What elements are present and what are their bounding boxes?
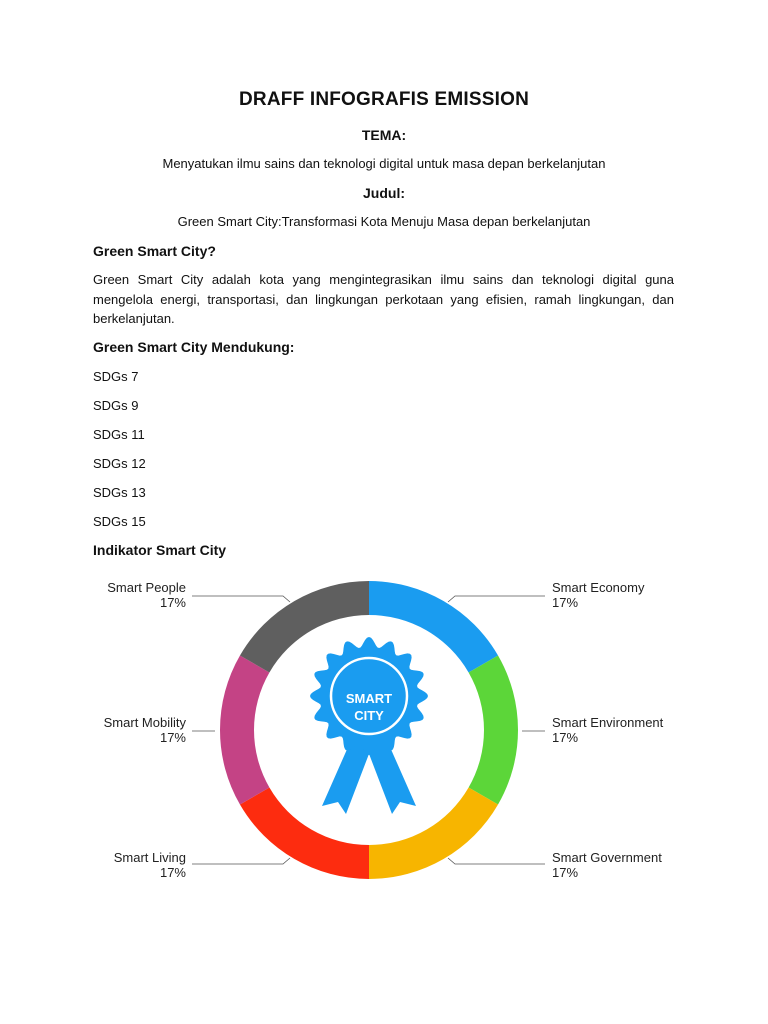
section-heading-green-smart-city: Green Smart City?	[93, 243, 216, 259]
segment-name-label: Smart Environment	[552, 715, 664, 730]
segment-percent-label: 17%	[552, 865, 579, 880]
badge-text-city: CITY	[354, 708, 384, 723]
sdg-item: SDGs 9	[93, 398, 139, 413]
sdg-item: SDGs 12	[93, 456, 146, 471]
segment-name-label: Smart Government	[552, 850, 662, 865]
badge-text-smart: SMART	[345, 691, 393, 706]
segment-name-label: Smart Economy	[552, 580, 645, 595]
definition-paragraph: Green Smart City adalah kota yang mengintegrasikan ilmu sains dan teknologi digital guna mengelola energi, transportasi, dan lingkungan perkotaan yang efisien, ramah lingkungan, dan berkelanjutan.	[93, 272, 674, 326]
sdg-item: SDGs 11	[93, 427, 145, 442]
smart-city-donut-chart	[0, 570, 768, 890]
smart-city-badge-icon	[310, 637, 428, 814]
segment-percent-label: 17%	[159, 595, 186, 610]
sdg-item: SDGs 7	[93, 369, 139, 384]
leader-line	[448, 858, 545, 864]
segment-percent-label: 17%	[159, 730, 186, 745]
document-title: DRAFF INFOGRAFIS EMISSION	[239, 89, 529, 110]
judul-heading: Judul:	[363, 185, 405, 201]
leader-line	[192, 858, 290, 864]
segment-percent-label: 17%	[552, 730, 579, 745]
segment-percent-label: 17%	[552, 595, 579, 610]
section-heading-mendukung: Green Smart City Mendukung:	[93, 339, 295, 355]
segment-name-label: Smart Living	[113, 850, 186, 865]
segment-name-label: Smart Mobility	[103, 715, 186, 730]
tema-text: Menyatukan ilmu sains dan teknologi digital untuk masa depan berkelanjutan	[162, 156, 606, 171]
donut-segment-smart-mobility	[220, 656, 269, 805]
segment-percent-label: 17%	[159, 865, 186, 880]
judul-text: Green Smart City:Transformasi Kota Menuju Masa depan berkelanjutan	[177, 214, 591, 229]
sdg-item: SDGs 15	[93, 514, 146, 529]
segment-name-label: Smart People	[107, 580, 186, 595]
section-heading-indikator: Indikator Smart City	[93, 542, 227, 558]
leader-line	[448, 596, 545, 602]
sdg-item: SDGs 13	[93, 485, 146, 500]
donut-segment-smart-environment	[469, 656, 518, 805]
leader-line	[192, 596, 290, 602]
tema-heading: TEMA:	[361, 127, 407, 143]
